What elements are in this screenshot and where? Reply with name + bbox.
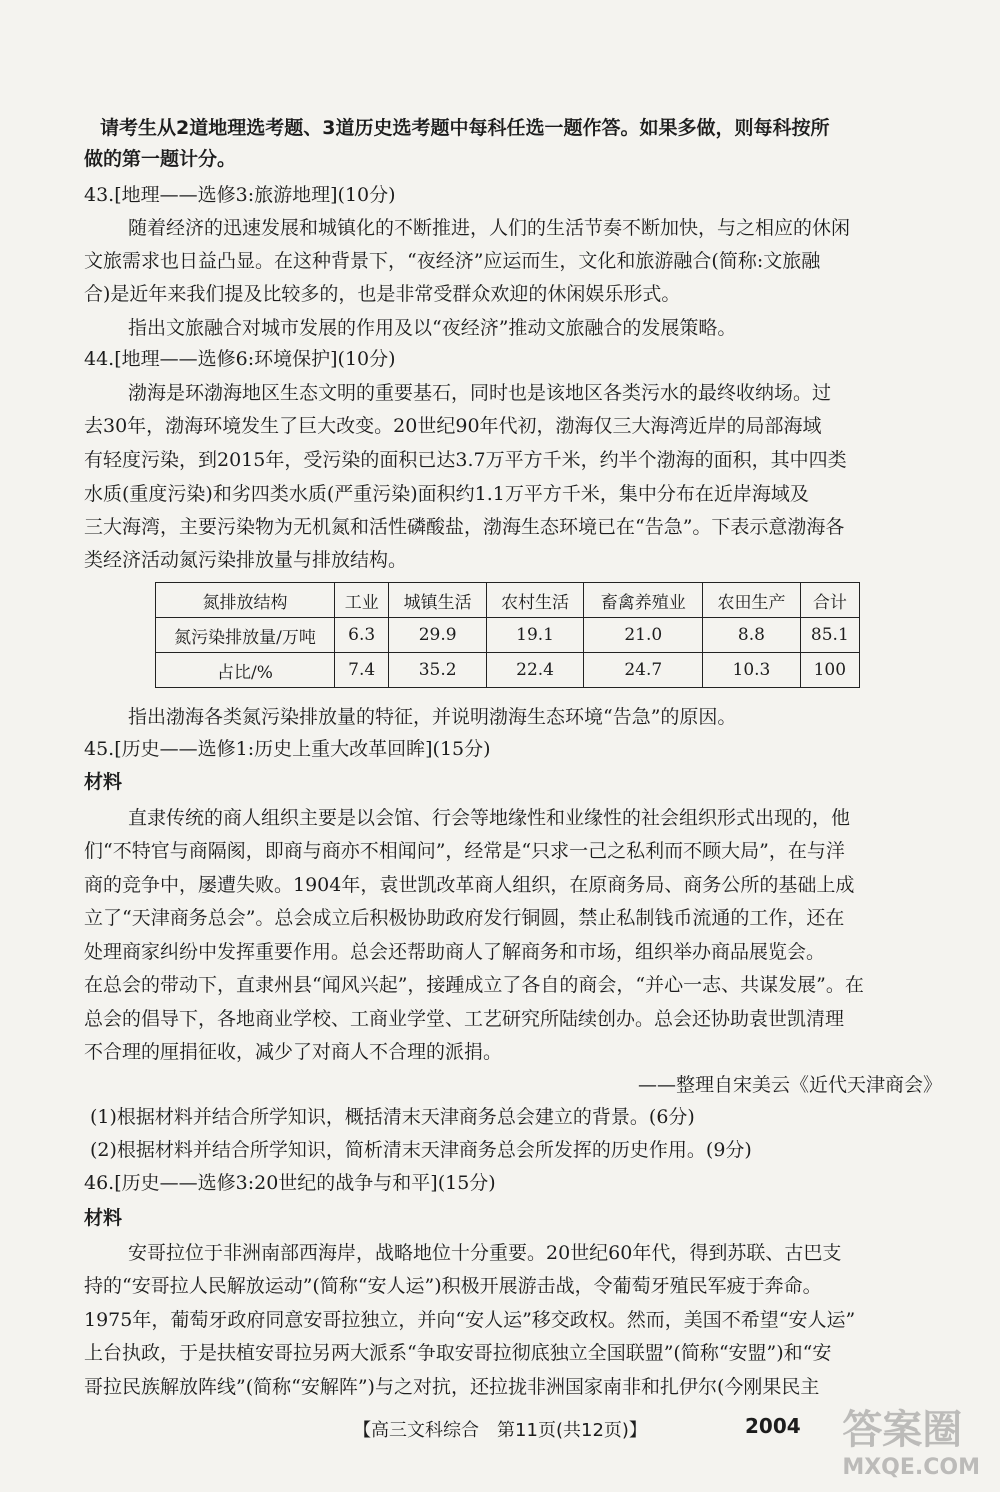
table-cell: 6.3 bbox=[335, 618, 389, 653]
q45-paragraph-line: 处理商家纠纷中发挥重要作用。总会还帮助商人了解商务和市场，组织举办商品展览会。 bbox=[84, 941, 826, 963]
table-cell: 22.4 bbox=[486, 653, 583, 688]
table-cell: 10.3 bbox=[703, 653, 800, 688]
q44-paragraph-line: 水质(重度污染)和劣四类水质(严重污染)面积约1.1万平方千米，集中分布在近岸海域及 bbox=[84, 483, 809, 505]
table-header-cell: 畜禽养殖业 bbox=[584, 583, 703, 618]
q43-question: 指出文旅融合对城市发展的作用及以“夜经济”推动文旅融合的发展策略。 bbox=[128, 317, 737, 339]
footer-label: 【高三文科综合 第11页(共12页)】 bbox=[353, 1420, 647, 1441]
table-row bbox=[156, 653, 860, 688]
q46-heading: 46.[历史——选修3:20世纪的战争与和平](15分) bbox=[84, 1172, 496, 1194]
table-cell: 占比/% bbox=[156, 653, 335, 688]
table-header-cell: 氮排放结构 bbox=[156, 583, 335, 618]
q45-heading: 45.[历史——选修1:历史上重大改革回眸](15分) bbox=[84, 738, 491, 760]
instruction-line-1: 请考生从2道地理选考题、3道历史选考题中每科任选一题作答。如果多做，则每科按所 bbox=[100, 117, 830, 139]
q46-material-label: 材料 bbox=[84, 1207, 123, 1229]
instruction-line-2: 做的第一题计分。 bbox=[84, 148, 237, 170]
q45-paragraph-line: 总会的倡导下，各地商业学校、工商业学堂、工艺研究所陆续创办。总会还协助袁世凯清理 bbox=[84, 1008, 845, 1030]
table-cell: 21.0 bbox=[584, 618, 703, 653]
q44-heading: 44.[地理——选修6:环境保护](10分) bbox=[84, 348, 396, 370]
table-cell: 氮污染排放量/万吨 bbox=[156, 618, 335, 653]
q44-question: 指出渤海各类氮污染排放量的特征，并说明渤海生态环境“告急”的原因。 bbox=[128, 706, 737, 728]
table-header-cell: 农田生产 bbox=[703, 583, 800, 618]
table-header-cell: 合计 bbox=[800, 583, 859, 618]
table-cell: 35.2 bbox=[389, 653, 486, 688]
table-cell: 7.4 bbox=[335, 653, 389, 688]
q44-paragraph-line: 渤海是环渤海地区生态文明的重要基石，同时也是该地区各类污水的最终收纳场。过 bbox=[128, 382, 832, 404]
table-header-row bbox=[156, 583, 860, 618]
table-row bbox=[156, 618, 860, 653]
table-header-cell: 农村生活 bbox=[486, 583, 583, 618]
q43-heading: 43.[地理——选修3:旅游地理](10分) bbox=[84, 184, 396, 206]
q45-material-label: 材料 bbox=[84, 771, 123, 793]
q46-paragraph-line: 上台执政，于是扶植安哥拉另两大派系“争取安哥拉彻底独立全国联盟”(简称“安盟”)和“安 bbox=[84, 1342, 832, 1364]
q45-subquestion-2: (2)根据材料并结合所学知识，简析清末天津商务总会所发挥的历史作用。(9分) bbox=[90, 1139, 752, 1161]
q45-subquestion-1: (1)根据材料并结合所学知识，概括清末天津商务总会建立的背景。(6分) bbox=[90, 1106, 695, 1128]
q46-paragraph-line: 1975年，葡萄牙政府同意安哥拉独立，并向“安人运”移交政权。然而，美国不希望“安人运” bbox=[84, 1309, 856, 1331]
q43-paragraph-line: 合)是近年来我们提及比较多的，也是非常受群众欢迎的休闲娱乐形式。 bbox=[84, 283, 681, 305]
q45-paragraph-line: 商的竞争中，屡遭失败。1904年，袁世凯改革商人组织，在原商务局、商务公所的基础上成 bbox=[84, 874, 855, 896]
q43-paragraph-line: 随着经济的迅速发展和城镇化的不断推进，人们的生活节奏不断加快，与之相应的休闲 bbox=[128, 217, 851, 239]
q45-source: ——整理自宋美云《近代天津商会》 bbox=[637, 1074, 942, 1096]
q45-paragraph-line: 立了“天津商务总会”。总会成立后积极协助政府发行铜圆，禁止私制钱币流通的工作，还在 bbox=[84, 907, 845, 929]
table-cell: 100 bbox=[800, 653, 859, 688]
watermark-title: 答案圈 bbox=[842, 1407, 963, 1453]
q46-paragraph-line: 安哥拉位于非洲南部西海岸，战略地位十分重要。20世纪60年代，得到苏联、古巴支 bbox=[128, 1242, 842, 1264]
table-header-cell: 工业 bbox=[335, 583, 389, 618]
q46-paragraph-line: 哥拉民族解放阵线”(简称“安解阵”)与之对抗，还拉拢非洲国家南非和扎伊尔(今刚果民主 bbox=[84, 1376, 820, 1398]
q46-paragraph-line: 持的“安哥拉人民解放运动”(简称“安人运”)积极开展游击战，令葡萄牙殖民军疲于奔命。 bbox=[84, 1275, 822, 1297]
table-cell: 24.7 bbox=[584, 653, 703, 688]
q45-paragraph-line: 直隶传统的商人组织主要是以会馆、行会等地缘性和业缘性的社会组织形式出现的，他 bbox=[128, 807, 851, 829]
table-cell: 8.8 bbox=[703, 618, 800, 653]
nitrogen-emission-table bbox=[155, 582, 860, 688]
table-cell: 29.9 bbox=[389, 618, 486, 653]
watermark-url: MXQE.COM bbox=[842, 1455, 980, 1480]
table-cell: 85.1 bbox=[800, 618, 859, 653]
table-cell: 19.1 bbox=[486, 618, 583, 653]
q45-paragraph-line: 不合理的厘捐征收，减少了对商人不合理的派捐。 bbox=[84, 1041, 503, 1063]
paper-code: 2004 bbox=[745, 1414, 801, 1438]
q44-paragraph-line: 去30年，渤海环境发生了巨大改变。20世纪90年代初，渤海仅三大海湾近岸的局部海域 bbox=[84, 415, 822, 437]
q44-paragraph-line: 有轻度污染，到2015年，受污染的面积已达3.7万平方千米，约半个渤海的面积，其中四类 bbox=[84, 449, 847, 471]
q45-paragraph-line: 在总会的带动下，直隶州县“闻风兴起”，接踵成立了各自的商会，“并心一志、共谋发展”。在 bbox=[84, 974, 864, 996]
watermark-logo bbox=[842, 1398, 980, 1480]
q44-paragraph-line: 三大海湾，主要污染物为无机氮和活性磷酸盐，渤海生态环境已在“告急”。下表示意渤海各 bbox=[84, 516, 845, 538]
q45-paragraph-line: 们“不特官与商隔阂，即商与商亦不相闻问”，经常是“只求一己之私利而不顾大局”，在与洋 bbox=[84, 840, 845, 862]
q44-paragraph-line: 类经济活动氮污染排放量与排放结构。 bbox=[84, 549, 408, 571]
table-header-cell: 城镇生活 bbox=[389, 583, 486, 618]
q43-paragraph-line: 文旅需求也日益凸显。在这种背景下，“夜经济”应运而生，文化和旅游融合(简称:文旅融 bbox=[84, 250, 821, 272]
